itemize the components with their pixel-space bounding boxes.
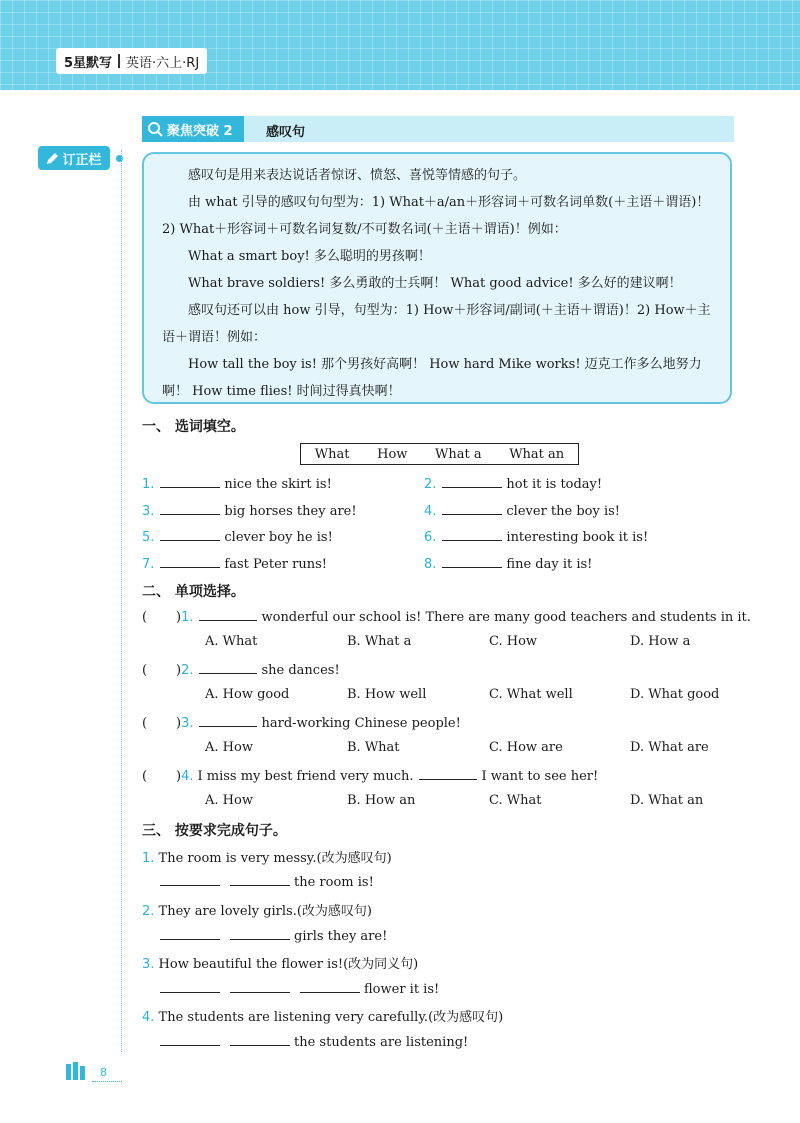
header-tag: [56, 48, 207, 74]
item-number: 5.: [142, 530, 155, 545]
item-number: 1.: [142, 851, 155, 866]
section-3-title: 三、 按要求完成句子。: [142, 823, 287, 839]
fill-item-1: [142, 475, 332, 492]
item-number: 1.: [142, 477, 155, 492]
grammar-line: 感叹句还可以由 how 引导，句型为：1) How＋形容词/副词(＋主语＋谓语)！2) How＋主语＋谓语！例如：: [162, 303, 711, 345]
choice-c[interactable]: C. How: [489, 634, 538, 649]
fill-item-4: [424, 502, 620, 519]
rewrite-question-3: [142, 953, 418, 972]
item-number: 3.: [142, 504, 155, 519]
answer-blank[interactable]: [160, 1033, 220, 1046]
answer-bracket[interactable]: ( ): [142, 610, 182, 625]
choice-d[interactable]: D. What an: [630, 793, 704, 808]
answer-blank[interactable]: [230, 1033, 290, 1046]
answer-blank[interactable]: [160, 980, 220, 993]
brand: 5星默写: [64, 55, 113, 71]
rewrite-answer-3: [154, 980, 439, 997]
focus-tag-label: 聚焦突破 2: [167, 123, 233, 139]
item-text: clever boy he is!: [224, 530, 333, 545]
rewrite-question-4: [142, 1006, 503, 1025]
question-text: They are lovely girls.(改为感叹句): [158, 904, 373, 919]
correction-column-badge: [38, 146, 110, 170]
fill-item-5: [142, 528, 333, 545]
item-text: nice the skirt is!: [224, 477, 332, 492]
item-number: 1.: [181, 610, 194, 625]
question-text: How beautiful the flower is!(改为同义句): [158, 957, 419, 972]
page-number: 8: [100, 1066, 107, 1079]
question-post: wonderful our school is! There are many good teachers and students in it.: [261, 610, 751, 625]
answer-tail: the students are listening!: [294, 1035, 469, 1050]
grammar-line: What brave soldiers! 多么勇敢的士兵啊！ What good advice! 多么好的建议啊！: [188, 276, 682, 291]
choice-b[interactable]: B. What a: [347, 634, 412, 649]
item-number: 7.: [142, 557, 155, 572]
item-number: 4.: [424, 504, 437, 519]
fill-item-2: [424, 475, 602, 492]
choice-c[interactable]: C. How are: [489, 740, 563, 755]
question-post: hard-working Chinese people!: [261, 716, 461, 731]
rewrite-question-2: [142, 900, 372, 919]
choice-a[interactable]: A. How good: [205, 687, 290, 702]
answer-tail: girls they are!: [294, 929, 388, 944]
choice-a[interactable]: A. How: [205, 793, 253, 808]
answer-blank[interactable]: [160, 528, 220, 541]
word-option: What: [314, 446, 350, 462]
mcq-question-2: [142, 661, 340, 678]
section-1-title: 一、 选词填空。: [142, 419, 245, 435]
answer-bracket[interactable]: ( ): [142, 769, 182, 784]
section-2-title: 二、 单项选择。: [142, 584, 245, 600]
choice-b[interactable]: B. What: [347, 740, 400, 755]
answer-blank[interactable]: [442, 555, 502, 568]
question-post: I want to see her!: [481, 769, 599, 784]
word-option: What a: [435, 446, 482, 462]
item-number: 4.: [181, 769, 194, 784]
item-text: clever the boy is!: [506, 504, 621, 519]
question-text: The room is very messy.(改为感叹句): [158, 851, 392, 866]
books-icon: [64, 1060, 94, 1080]
answer-blank: [199, 661, 257, 674]
answer-blank: [199, 714, 257, 727]
mcq-question-3: [142, 714, 461, 731]
choice-c[interactable]: C. What well: [489, 687, 573, 702]
rewrite-answer-1: [154, 873, 374, 890]
answer-blank[interactable]: [160, 555, 220, 568]
divider: [118, 54, 120, 68]
word-option: What an: [509, 446, 565, 462]
item-text: fine day it is!: [506, 557, 593, 572]
choice-c[interactable]: C. What: [489, 793, 542, 808]
dotted-divider: [121, 150, 122, 1052]
fill-item-3: [142, 502, 357, 519]
answer-blank[interactable]: [442, 475, 502, 488]
book-subtitle: 英语·六上·RJ: [126, 55, 200, 71]
item-text: hot it is today!: [506, 477, 603, 492]
choice-b[interactable]: B. How well: [347, 687, 427, 702]
mcq-question-1: [142, 608, 751, 625]
answer-blank[interactable]: [442, 502, 502, 515]
answer-blank[interactable]: [160, 475, 220, 488]
item-number: 3.: [181, 716, 194, 731]
answer-blank[interactable]: [230, 980, 290, 993]
item-number: 6.: [424, 530, 437, 545]
answer-blank[interactable]: [442, 528, 502, 541]
answer-blank[interactable]: [160, 502, 220, 515]
fill-item-8: [424, 555, 592, 572]
header-banner: [0, 0, 800, 90]
item-number: 2.: [142, 904, 155, 919]
magnifier-book-icon: [146, 121, 164, 137]
rewrite-question-1: [142, 847, 392, 866]
question-text: The students are listening very carefully.(改为感叹句): [158, 1010, 504, 1025]
choice-a[interactable]: A. How: [205, 740, 253, 755]
rewrite-answer-4: [154, 1033, 468, 1050]
item-number: 2.: [181, 663, 194, 678]
grammar-line: 感叹句是用来表达说话者惊讶、愤怒、喜悦等情感的句子。: [188, 168, 527, 183]
answer-tail: the room is!: [294, 875, 374, 890]
mcq-question-4: [142, 767, 598, 784]
correction-column-label: 订正栏: [62, 152, 102, 168]
word-bank: [300, 443, 579, 465]
rewrite-answer-2: [154, 927, 387, 944]
choice-d[interactable]: D. What good: [630, 687, 720, 702]
question-post: she dances!: [261, 663, 340, 678]
question-pre: I miss my best friend very much.: [197, 769, 414, 784]
item-text: fast Peter runs!: [224, 557, 327, 572]
answer-blank[interactable]: [300, 980, 360, 993]
item-number: 3.: [142, 957, 155, 972]
grammar-line: How tall the boy is! 那个男孩好高啊！ How hard Mike works! 迈克工作多么地努力啊！ How time flies! 时间过得真快啊！: [162, 357, 702, 399]
answer-blank[interactable]: [230, 873, 290, 886]
grammar-line: 由 what 引导的感叹句句型为：1) What＋a/an＋形容词＋可数名词单数(＋主语＋谓语)！2) What＋形容词＋可数名词复数/不可数名词(＋主语＋谓语)！例如：: [162, 195, 710, 237]
answer-bracket[interactable]: ( ): [142, 716, 182, 731]
word-option: How: [377, 446, 408, 462]
choice-b[interactable]: B. How an: [347, 793, 416, 808]
answer-bracket[interactable]: ( ): [142, 663, 182, 678]
answer-tail: flower it is!: [364, 982, 440, 997]
fill-item-7: [142, 555, 327, 572]
grammar-note-box: [142, 152, 732, 404]
answer-blank[interactable]: [160, 927, 220, 940]
choice-a[interactable]: A. What: [205, 634, 258, 649]
answer-blank[interactable]: [230, 927, 290, 940]
choice-d[interactable]: D. How a: [630, 634, 691, 649]
answer-blank[interactable]: [160, 873, 220, 886]
item-text: big horses they are!: [224, 504, 357, 519]
item-number: 8.: [424, 557, 437, 572]
item-number: 4.: [142, 1010, 155, 1025]
fill-item-6: [424, 528, 648, 545]
grammar-line: What a smart boy! 多么聪明的男孩啊！: [188, 249, 431, 264]
focus-tag: [142, 116, 244, 142]
answer-blank: [199, 608, 257, 621]
item-text: interesting book it is!: [506, 530, 649, 545]
pencil-icon: [46, 152, 59, 165]
focus-title: 感叹句: [266, 125, 306, 140]
item-number: 2.: [424, 477, 437, 492]
choice-d[interactable]: D. What are: [630, 740, 709, 755]
page-dots: [92, 1081, 122, 1082]
answer-blank: [419, 767, 477, 780]
